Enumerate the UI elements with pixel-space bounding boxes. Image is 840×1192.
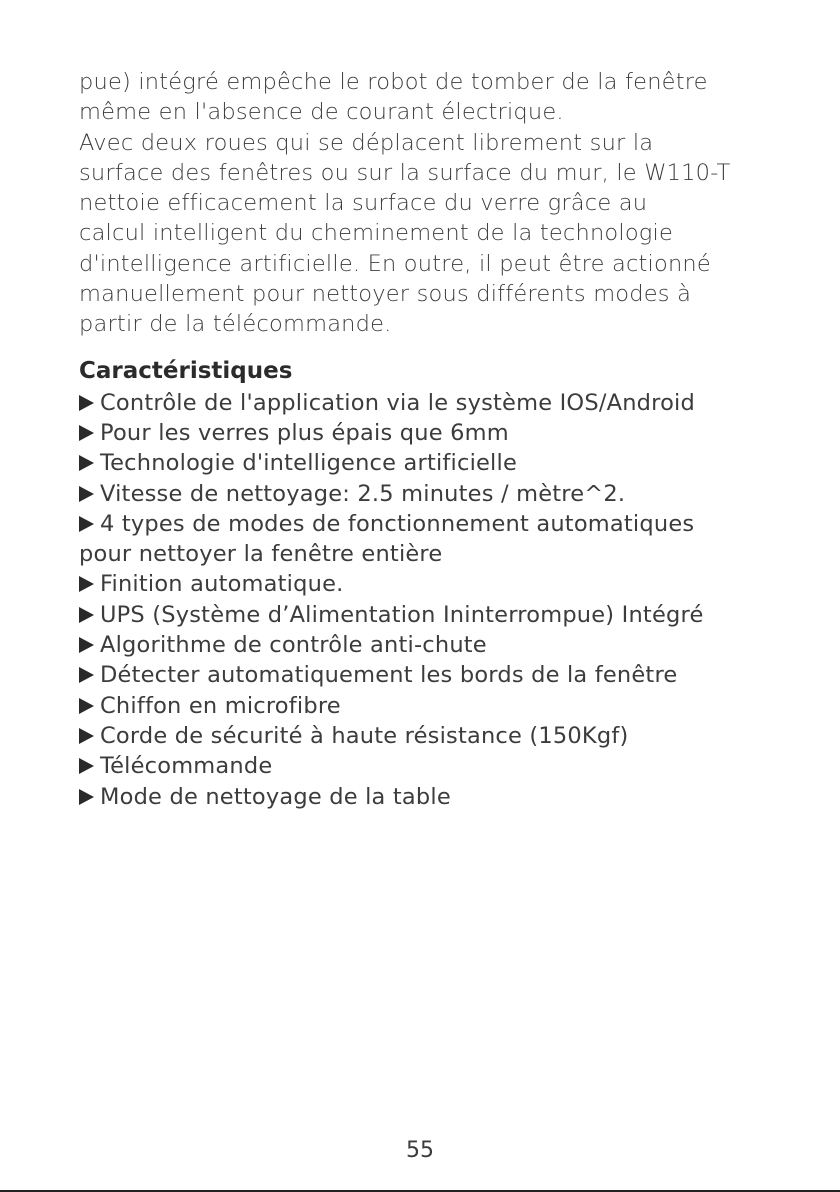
intro-line: manuellement pour nettoyer sous différents modes à <box>79 281 692 308</box>
feature-item <box>79 630 779 660</box>
feature-item <box>79 418 779 448</box>
feature-text: Finition automatique. <box>100 571 344 598</box>
feature-item <box>79 448 779 478</box>
triangle-bullet-icon <box>79 576 94 592</box>
feature-text: Mode de nettoyage de la table <box>100 783 451 810</box>
feature-item <box>79 691 779 721</box>
page-number: 55 <box>406 1138 434 1163</box>
feature-text: Vitesse de nettoyage: 2.5 minutes / mètre^2. <box>100 480 626 507</box>
feature-item <box>79 509 779 570</box>
feature-item <box>79 751 779 781</box>
feature-text: Corde de sécurité à haute résistance (150Kgf) <box>100 722 629 749</box>
feature-item <box>79 479 779 509</box>
triangle-bullet-icon <box>79 758 94 774</box>
intro-line: partir de la télécommande. <box>79 311 392 338</box>
triangle-bullet-icon <box>79 395 94 411</box>
triangle-bullet-icon <box>79 455 94 471</box>
feature-text: Contrôle de l'application via le système IOS/Android <box>100 389 695 416</box>
intro-line: calcul intelligent du cheminement de la technologie <box>79 220 673 247</box>
triangle-bullet-icon <box>79 637 94 653</box>
feature-text: Technologie d'intelligence artificielle <box>100 450 518 477</box>
triangle-bullet-icon <box>79 486 94 502</box>
feature-item <box>79 721 779 751</box>
intro-paragraph <box>79 67 779 340</box>
feature-text: Algorithme de contrôle anti-chute <box>100 632 487 659</box>
feature-text: Pour les verres plus épais que 6mm <box>100 419 509 446</box>
feature-text: Détecter automatiquement les bords de la fenêtre <box>100 662 678 689</box>
feature-text: Télécommande <box>100 753 273 780</box>
feature-item <box>79 782 779 812</box>
feature-text-continuation: pour nettoyer la fenêtre entière <box>79 541 443 568</box>
triangle-bullet-icon <box>79 667 94 683</box>
intro-line: même en l'absence de courant électrique. <box>79 99 564 126</box>
feature-item <box>79 569 779 599</box>
document-page <box>79 67 779 812</box>
feature-text: UPS (Système d’Alimentation Ininterrompue) Intégré <box>100 601 704 628</box>
feature-item <box>79 660 779 690</box>
feature-text: 4 types de modes de fonctionnement automatiques <box>100 510 695 537</box>
triangle-bullet-icon <box>79 789 94 805</box>
triangle-bullet-icon <box>79 607 94 623</box>
feature-item <box>79 388 779 418</box>
triangle-bullet-icon <box>79 516 94 532</box>
intro-line: d'intelligence artificielle. En outre, il peut être actionné <box>79 250 711 277</box>
feature-text: Chiffon en microfibre <box>100 692 341 719</box>
features-list <box>79 388 779 812</box>
features-heading: Caractéristiques <box>79 357 293 384</box>
intro-line: nettoie efficacement la surface du verre grâce au <box>79 190 648 217</box>
intro-line: pue) intégré empêche le robot de tomber de la fenêtre <box>79 69 708 95</box>
triangle-bullet-icon <box>79 698 94 714</box>
triangle-bullet-icon <box>79 425 94 441</box>
intro-line: Avec deux roues qui se déplacent librement sur la <box>79 129 654 156</box>
feature-item <box>79 600 779 630</box>
triangle-bullet-icon <box>79 728 94 744</box>
intro-line: surface des fenêtres ou sur la surface du mur, le W110-T <box>79 159 731 186</box>
